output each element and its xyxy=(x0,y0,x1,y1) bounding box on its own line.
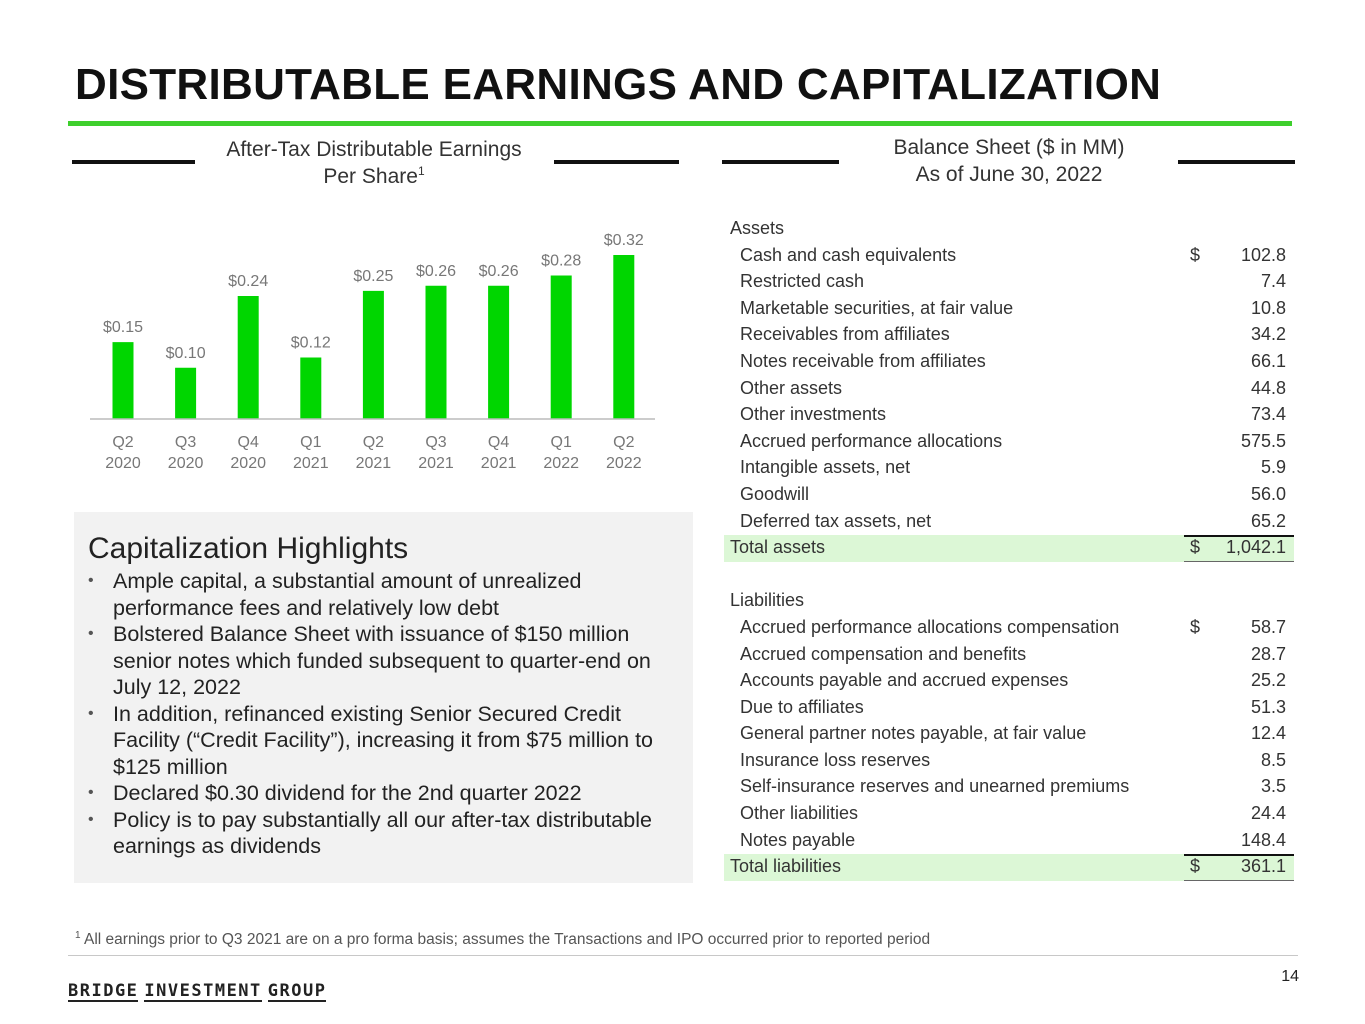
balance-row xyxy=(724,455,1294,482)
row-label: Accrued compensation and benefits xyxy=(740,643,1027,664)
x-tick-label: Q3 xyxy=(425,434,447,451)
section-label: Liabilities xyxy=(730,590,805,611)
bullet-item: • Declared $0.30 dividend for the 2nd quarter 2022 xyxy=(88,780,688,807)
row-value: 12.4 xyxy=(1250,723,1286,744)
balance-row xyxy=(724,509,1294,536)
currency-symbol: $ xyxy=(1190,856,1201,877)
row-value: 44.8 xyxy=(1250,377,1286,398)
balance-row xyxy=(724,642,1294,669)
balance-row xyxy=(724,243,1294,270)
bar xyxy=(551,276,572,420)
balance-row xyxy=(724,482,1294,509)
footnote-marker: 1 xyxy=(417,164,425,178)
x-tick-label: Q2 xyxy=(613,434,635,451)
data-label: $0.26 xyxy=(478,262,519,280)
row-label: Receivables from affiliates xyxy=(740,324,950,345)
balance-row xyxy=(724,695,1294,722)
row-value: 65.2 xyxy=(1250,510,1286,531)
balance-heading-line2: As of June 30, 2022 xyxy=(915,163,1103,186)
data-label: $0.10 xyxy=(165,344,206,362)
row-label: Due to affiliates xyxy=(740,696,864,717)
row-label: Marketable securities, at fair value xyxy=(740,297,1014,318)
data-label: $0.12 xyxy=(290,334,331,352)
balance-heading-line1: Balance Sheet ($ in MM) xyxy=(893,136,1125,159)
capitalization-highlights-panel xyxy=(74,512,693,883)
section-spacer xyxy=(724,562,1294,589)
section-label: Assets xyxy=(730,218,785,238)
logo-word: BRIDGE xyxy=(68,981,139,1001)
row-value: 73.4 xyxy=(1250,404,1286,425)
row-value: 28.7 xyxy=(1250,643,1286,664)
x-tick-label: Q4 xyxy=(237,434,259,451)
company-logo xyxy=(68,981,332,1002)
x-tick-label: Q4 xyxy=(487,434,510,451)
balance-row xyxy=(724,748,1294,775)
row-value: 148.4 xyxy=(1240,829,1286,850)
balance-heading-rule-left xyxy=(722,160,839,164)
row-value: 8.5 xyxy=(1260,749,1286,770)
logo-word: INVESTMENT xyxy=(144,981,262,1001)
row-value: 575.5 xyxy=(1240,430,1286,451)
total-liabilities-row xyxy=(724,854,1294,881)
x-tick-label: Q3 xyxy=(174,434,197,451)
row-value: 34.2 xyxy=(1250,324,1286,345)
row-label: Total liabilities xyxy=(730,856,842,877)
chart-heading-line1: After-Tax Distributable Earnings xyxy=(226,138,522,161)
balance-row xyxy=(724,322,1294,349)
data-label: $0.15 xyxy=(102,319,144,337)
data-label: $0.26 xyxy=(415,262,457,280)
row-label: Other assets xyxy=(740,377,843,398)
balance-row xyxy=(724,349,1294,376)
x-tick-label: 2020 xyxy=(105,455,141,472)
row-label: Cash and cash equivalents xyxy=(740,244,957,265)
row-label: Accrued performance allocations compensation xyxy=(740,616,1120,637)
row-value: 56.0 xyxy=(1250,483,1286,504)
currency-symbol: $ xyxy=(1190,537,1201,558)
balance-sheet-heading xyxy=(845,134,1173,188)
balance-row xyxy=(724,668,1294,695)
balance-row xyxy=(724,801,1294,828)
bar xyxy=(613,255,634,419)
bullet-item: • Policy is to pay substantially all our after-tax distributable earnings as dividends xyxy=(88,807,688,860)
capitalization-bullets xyxy=(88,568,688,860)
row-label: Total assets xyxy=(730,537,826,558)
balance-row xyxy=(724,615,1294,642)
footnote-marker: 1 xyxy=(75,929,81,941)
chart-heading-line2: Per Share xyxy=(323,165,418,188)
x-tick-label: 2020 xyxy=(167,455,204,472)
balance-heading-rule-right xyxy=(1178,160,1295,164)
x-tick-label: 2021 xyxy=(418,455,454,472)
capitalization-title: Capitalization Highlights xyxy=(88,532,409,565)
title-underline xyxy=(68,121,1292,126)
currency-symbol: $ xyxy=(1190,616,1201,637)
bar xyxy=(426,286,447,419)
data-label: $0.28 xyxy=(541,252,582,270)
bar xyxy=(300,358,321,420)
row-label: Other investments xyxy=(740,404,887,425)
x-tick-label: Q2 xyxy=(362,434,385,451)
balance-row xyxy=(724,402,1294,429)
x-tick-label: 2021 xyxy=(355,455,392,472)
x-tick-label: 2020 xyxy=(230,455,266,472)
row-value: 24.4 xyxy=(1250,803,1286,824)
row-value: 102.8 xyxy=(1240,244,1286,265)
eps-bar-chart xyxy=(70,210,670,480)
x-tick-label: Q1 xyxy=(300,434,322,451)
liabilities-section-header xyxy=(724,588,1294,615)
bullet-item: • Bolstered Balance Sheet with issuance of $150 million senior notes which funded subsequent to quarter-end on July 12, 2022 xyxy=(88,621,688,701)
row-value: 361.1 xyxy=(1240,856,1286,877)
page-number: 14 xyxy=(1281,968,1299,985)
row-label: Self-insurance reserves and unearned premiums xyxy=(740,776,1130,797)
balance-sheet-table xyxy=(724,216,1294,881)
chart-heading-rule-right xyxy=(554,160,679,164)
balance-row xyxy=(724,296,1294,323)
bar xyxy=(113,342,134,419)
footnote-text: All earnings prior to Q3 2021 are on a pro forma basis; assumes the Transactions and IPO occurred prior to reported period xyxy=(84,931,931,948)
x-tick-label: Q2 xyxy=(112,434,134,451)
data-label: $0.32 xyxy=(603,232,644,249)
footnote xyxy=(75,931,930,949)
bullet-item: • In addition, refinanced existing Senior Secured Credit Facility (“Credit Facility”), increasing it from $75 million to $125 million xyxy=(88,701,688,781)
row-label: Notes receivable from affiliates xyxy=(740,350,986,371)
x-tick-label: 2021 xyxy=(293,455,329,472)
row-value: 7.4 xyxy=(1260,271,1286,292)
row-label: General partner notes payable, at fair value xyxy=(740,723,1087,744)
row-value: 51.3 xyxy=(1250,696,1286,717)
row-value: 58.7 xyxy=(1250,616,1286,637)
row-label: Restricted cash xyxy=(740,271,865,292)
x-tick-label: 2021 xyxy=(480,455,517,472)
logo-word: GROUP xyxy=(267,981,327,1001)
bar xyxy=(175,368,196,419)
row-value: 1,042.1 xyxy=(1225,537,1286,558)
balance-row xyxy=(724,376,1294,403)
row-label: Accounts payable and accrued expenses xyxy=(740,670,1069,691)
row-value: 5.9 xyxy=(1260,457,1286,478)
x-tick-label: 2022 xyxy=(543,455,579,472)
row-label: Deferred tax assets, net xyxy=(740,510,932,531)
bullet-item: • Ample capital, a substantial amount of unrealized performance fees and relatively low debt xyxy=(88,568,688,621)
row-value: 66.1 xyxy=(1250,350,1286,371)
row-label: Other liabilities xyxy=(740,803,859,824)
row-label: Goodwill xyxy=(740,483,810,504)
row-label: Intangible assets, net xyxy=(740,457,911,478)
currency-symbol: $ xyxy=(1190,244,1201,265)
chart-heading-rule-left xyxy=(72,160,195,164)
data-label: $0.25 xyxy=(353,267,394,285)
bar xyxy=(363,291,384,419)
data-label: $0.24 xyxy=(228,273,269,290)
x-tick-label: 2022 xyxy=(606,455,642,472)
row-label: Accrued performance allocations xyxy=(740,430,1003,451)
balance-row xyxy=(724,429,1294,456)
assets-section-header xyxy=(724,216,1294,243)
balance-row xyxy=(724,721,1294,748)
total-assets-row xyxy=(724,535,1294,562)
balance-row xyxy=(724,774,1294,801)
row-value: 25.2 xyxy=(1250,670,1286,691)
bar xyxy=(488,286,509,419)
page-title: DISTRIBUTABLE EARNINGS AND CAPITALIZATION xyxy=(75,60,1162,109)
balance-row xyxy=(724,828,1294,855)
row-value: 10.8 xyxy=(1250,297,1286,318)
bar xyxy=(238,296,259,419)
balance-row xyxy=(724,269,1294,296)
row-value: 3.5 xyxy=(1260,776,1286,797)
footer-divider xyxy=(68,955,1298,956)
row-label: Notes payable xyxy=(740,829,856,850)
row-label: Insurance loss reserves xyxy=(740,749,931,770)
chart-heading xyxy=(200,136,548,190)
x-tick-label: Q1 xyxy=(550,434,572,451)
